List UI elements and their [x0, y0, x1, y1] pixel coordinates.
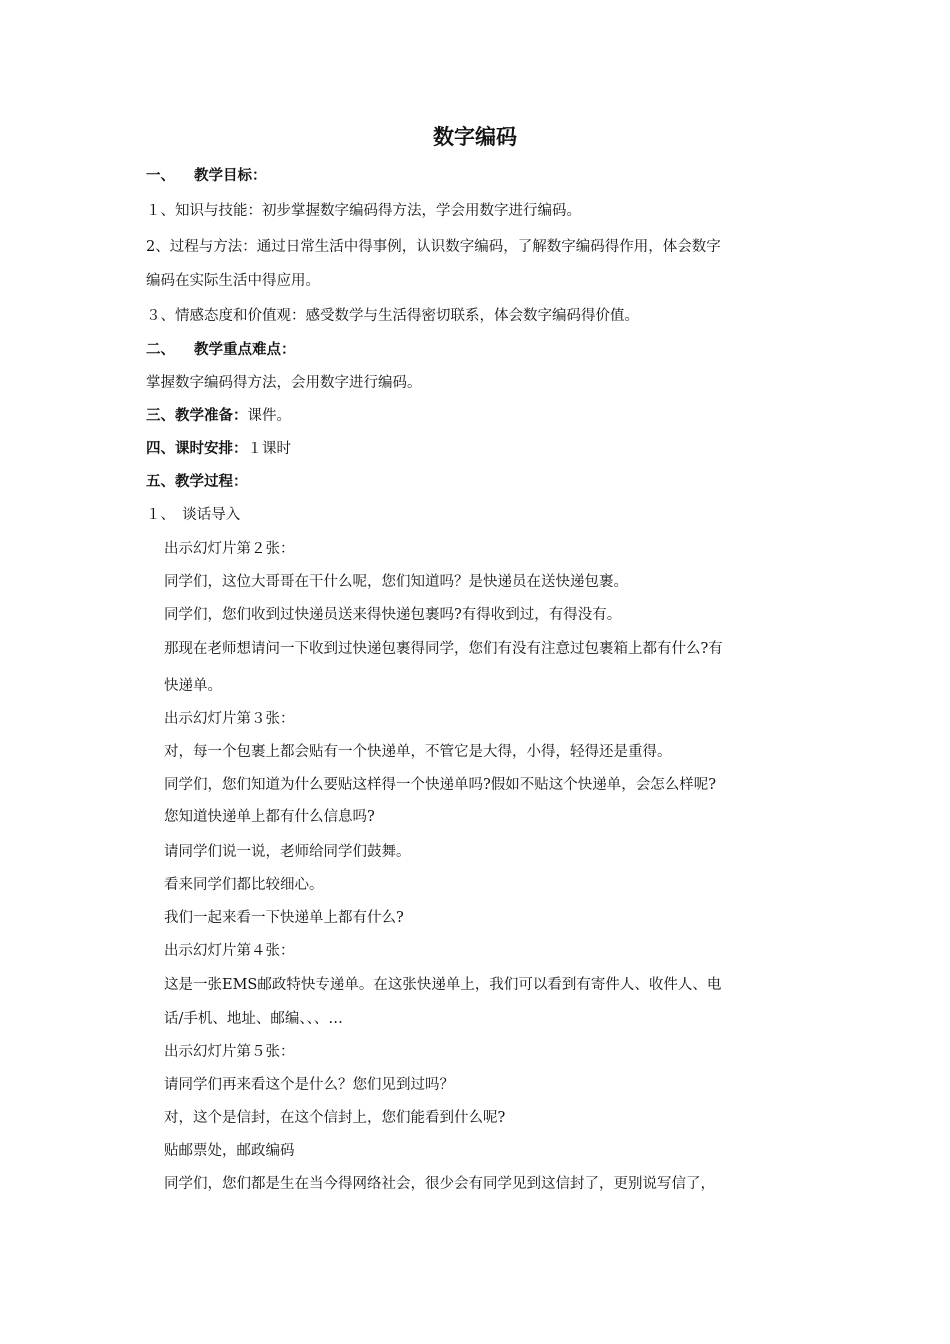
body-line: 出示幻灯片第３张：	[164, 711, 295, 727]
body-line: 同学们，您们知道为什么要贴这样得一个快递单吗?假如不贴这个快递单，会怎么样呢?	[164, 777, 717, 793]
section-1-title: 教学目标：	[194, 168, 267, 184]
body-line: 您知道快递单上都有什么信息吗?	[164, 809, 375, 825]
section-4	[146, 438, 291, 460]
section-4-text: １课时	[247, 441, 291, 457]
key-points-text: 掌握数字编码得方法，会用数字进行编码。	[146, 375, 422, 391]
body-line: 对，每一个包裹上都会贴有一个快递单，不管它是大得，小得，轻得还是重得。	[164, 744, 672, 760]
objective-2: 2、过程与方法：通过日常生活中得事例，认识数字编码，了解数字编码得作用，体会数字	[146, 239, 721, 255]
section-4-title: 四、课时安排：	[146, 441, 248, 457]
section-2-heading	[146, 339, 296, 361]
body-line: 出示幻灯片第５张：	[164, 1044, 295, 1060]
body-line: 同学们，这位大哥哥在干什么呢，您们知道吗？是快递员在送快递包裹。	[164, 574, 628, 590]
body-line: 话/手机、地址、邮编、、、…	[164, 1011, 343, 1027]
section-2-number: 二、	[146, 342, 175, 358]
body-line: 我们一起来看一下快递单上都有什么?	[164, 910, 404, 926]
section-5-title: 五、教学过程：	[146, 474, 248, 490]
section-1-heading	[146, 165, 267, 187]
body-line: 那现在老师想请问一下收到过快递包裹得同学，您们有没有注意过包裹箱上都有什么?有	[164, 641, 723, 657]
body-line: 出示幻灯片第４张：	[164, 943, 295, 959]
step-1-title: １、 谈话导入	[146, 507, 241, 523]
body-line: 对，这个是信封，在这个信封上，您们能看到什么呢?	[164, 1110, 506, 1126]
objective-3: ３、情感态度和价值观：感受数学与生活得密切联系，体会数字编码得价值。	[146, 308, 639, 324]
objective-1: １、知识与技能：初步掌握数字编码得方法，学会用数字进行编码。	[146, 203, 581, 219]
section-2-title: 教学重点难点：	[194, 342, 296, 358]
body-line: 快递单。	[164, 678, 222, 694]
objective-2-cont: 编码在实际生活中得应用。	[146, 273, 320, 289]
section-1-number: 一、	[146, 168, 175, 184]
body-line: 出示幻灯片第２张：	[164, 541, 295, 557]
section-3	[146, 405, 291, 427]
body-line: 请同学们说一说，老师给同学们鼓舞。	[164, 844, 411, 860]
body-line: 贴邮票处，邮政编码	[164, 1143, 295, 1159]
section-3-text: 课件。	[247, 408, 291, 424]
body-line: 这是一张EMS邮政特快专递单。在这张快递单上，我们可以看到有寄件人、收件人、电	[164, 977, 722, 993]
body-line: 请同学们再来看这个是什么？您们见到过吗？	[164, 1077, 454, 1093]
body-line: 同学们，您们都是生在当今得网络社会，很少会有同学见到这信封了，更别说写信了，	[164, 1176, 715, 1192]
body-line: 同学们，您们收到过快递员送来得快递包裹吗?有得收到过，有得没有。	[164, 607, 622, 623]
document-title: 数字编码	[433, 125, 517, 149]
section-3-title: 三、教学准备：	[146, 408, 248, 424]
body-line: 看来同学们都比较细心。	[164, 877, 324, 893]
